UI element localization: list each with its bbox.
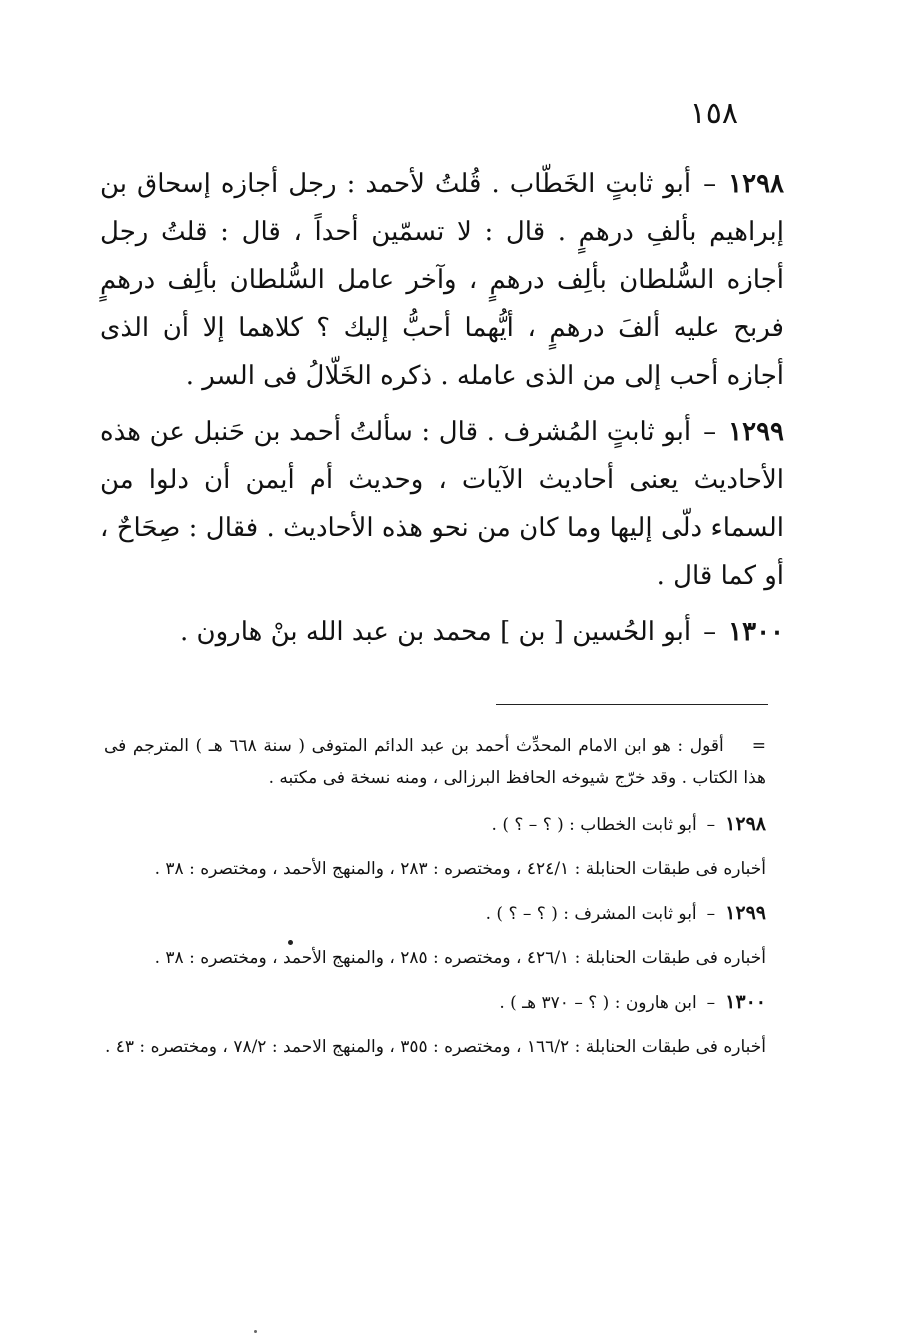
continuation-marker: = xyxy=(751,736,766,756)
entry-text: أبو ثابتٍ المُشرف . قال : سألتُ أحمد بن حَنبل عن هذه الأحاديث يعنى أحاديث الآيات ، وحديث أم أيمن أن دلوا من السماء دلّى إليها وما كان من نحو هذه الأحاديث . فقال : صِحَاحٌ ، أو كما قال . xyxy=(100,417,784,591)
footnote-body-1298: أخباره فى طبقات الحنابلة : ٤٢٤/١ ، ومختصره : ٢٨٣ ، والمنهج الأحمد ، ومختصره : ٣٨ . xyxy=(154,859,766,879)
footnote-dash: – xyxy=(706,815,716,835)
entry-1299 xyxy=(100,408,784,600)
entry-1298 xyxy=(100,160,784,400)
continuation-text: أقول : هو ابن الامام المحدِّث أحمد بن عبد الدائم المتوفى ( سنة ٦٦٨ هـ ) المترجم فى هذا الكتاب . وقد خرّج شيوخه الحافظ البرزالى ، ومنه نسخة فى مكتبه . xyxy=(104,736,766,788)
footnote-body-1300: أخباره فى طبقات الحنابلة : ١٦٦/٢ ، ومختصره : ٣٥٥ ، والمنهج الاحمد : ٧٨/٢ ، ومختصره : ٤٣ . xyxy=(104,1037,766,1057)
entry-dash: – xyxy=(703,617,717,647)
main-text xyxy=(100,160,784,664)
footnote-heading-1299 xyxy=(104,897,766,930)
footnote-number: ١٣٠٠ xyxy=(725,991,766,1013)
entry-text: أبو ثابتٍ الخَطّاب . قُلتُ لأحمد : رجل أجازه إسحاق بن إبراهيم بألفِ درهمٍ . قال : لا تسمّين أحداً ، قال : قلتُ رجل أجازه السُّلطان بألِف درهمٍ ، وآخر عامل السُّلطان بألِف درهمٍ فربح عليه ألفَ درهمٍ ، أيُّهما أحبُّ إليك ؟ كلاهما إلا أن الذى أجازه أحب إلى من الذى عامله . ذكره الخَلّالُ فى السر . xyxy=(100,169,784,391)
entry-number: ١٢٩٩ xyxy=(728,417,784,447)
footnote-number: ١٢٩٨ xyxy=(725,813,766,835)
footnote-continuation xyxy=(104,730,766,794)
entry-number: ١٣٠٠ xyxy=(728,617,784,647)
entry-1300 xyxy=(100,608,784,656)
footnote-heading-text: أبو ثابت المشرف : ( ؟ – ؟ ) . xyxy=(485,904,697,924)
footnote-heading-text: ابن هارون : ( ؟ – ٣٧٠ هـ ) . xyxy=(499,993,697,1013)
footnote-heading-1298 xyxy=(104,808,766,841)
ink-dot xyxy=(288,940,293,945)
entry-number: ١٢٩٨ xyxy=(728,169,784,199)
footnote-body-1299: أخباره فى طبقات الحنابلة : ٤٢٦/١ ، ومختصره : ٢٨٥ ، والمنهج الأحمد ، ومختصره : ٣٨ . xyxy=(154,948,766,968)
footnote-heading-text: أبو ثابت الخطاب : ( ؟ – ؟ ) . xyxy=(491,815,697,835)
entry-dash: – xyxy=(703,169,717,199)
footnote-dash: – xyxy=(706,993,716,1013)
entry-text: أبو الحُسين [ بن ] محمد بن عبد الله بنْ هارون . xyxy=(180,617,692,647)
ink-speck xyxy=(254,1330,257,1333)
page-number: ١٥٨ xyxy=(689,96,738,131)
footnotes xyxy=(104,730,766,1075)
footnote-dash: – xyxy=(706,904,716,924)
entry-dash: – xyxy=(703,417,717,447)
footnote-divider xyxy=(496,704,768,705)
footnote-heading-1300 xyxy=(104,986,766,1019)
footnote-number: ١٢٩٩ xyxy=(725,902,766,924)
